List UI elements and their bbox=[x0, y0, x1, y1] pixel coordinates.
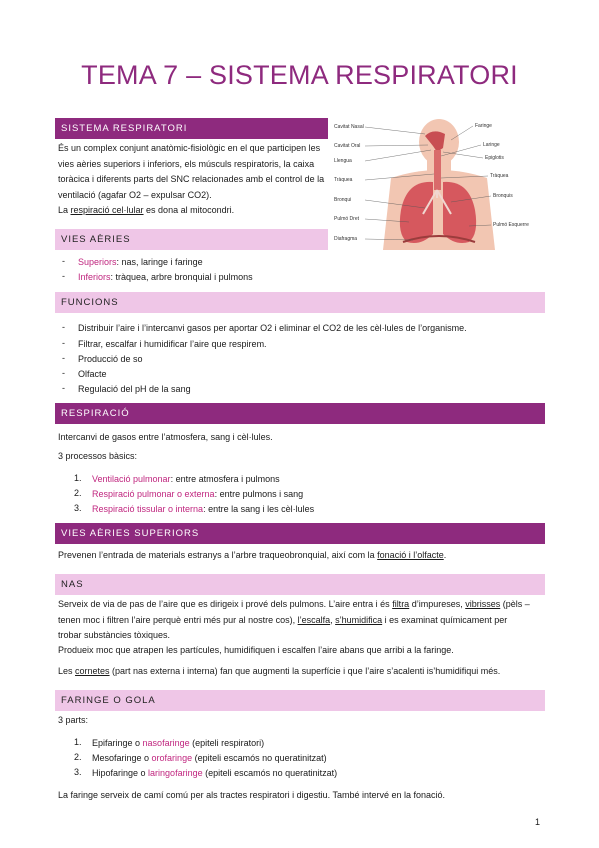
bullet-dash: - bbox=[62, 338, 65, 348]
text-span: : tràquea, arbre bronquial i pulmons bbox=[110, 272, 253, 282]
list-number: 3. bbox=[74, 767, 82, 777]
text-span: Prevenen l’entrada de materials estranys a l’arbre traqueobronquial, així com la bbox=[58, 550, 378, 560]
text-span: (part nas externa i interna) fan que augmenti la superfície i que l’aire s’acalenti is’humidifiqui més. bbox=[109, 666, 501, 676]
proces-item bbox=[92, 473, 280, 485]
bullet-dash: - bbox=[62, 383, 65, 393]
text-span: La bbox=[58, 205, 71, 215]
bullet-dash: - bbox=[62, 353, 65, 363]
label-cavitat-oral: Cavitat Oral bbox=[334, 143, 361, 149]
label-faringe: Faringe bbox=[475, 123, 492, 129]
text-span: : entre pulmons i sang bbox=[214, 489, 304, 499]
text-span: : nas, laringe i faringe bbox=[116, 257, 203, 267]
list-number: 2. bbox=[74, 488, 82, 498]
funcio-item: Regulació del pH de la sang bbox=[78, 384, 191, 394]
text-span: tenen moc i filtren l’aire perquè entri més pur al nostre cos), bbox=[58, 614, 298, 625]
highlight-term: orofaringe bbox=[151, 753, 193, 763]
faringe-paragraph: La faringe serveix de camí comú per als tractes respiratori i digestiu. També intervé en la fonació. bbox=[58, 790, 446, 800]
faringe-item bbox=[92, 737, 264, 749]
section-heading-superiors: VIES AÈRIES SUPERIORS bbox=[55, 523, 545, 544]
section-heading-faringe: FARINGE O GOLA bbox=[55, 690, 545, 711]
text-span: (epiteli escamós no queratinitzat) bbox=[192, 753, 327, 763]
text-span: : entre atmosfera i pulmons bbox=[170, 474, 280, 484]
label-cavitat-nasal: Cavitat Nasal bbox=[334, 124, 364, 130]
label-epiglotis: Epiglotis bbox=[485, 155, 504, 161]
underlined-term: s’humidifica bbox=[335, 614, 383, 625]
highlight-term: nasofaringe bbox=[142, 738, 190, 748]
bullet-dash: - bbox=[62, 322, 65, 332]
respiracio-processos: 3 processos bàsics: bbox=[58, 451, 138, 461]
text-span: d’impureses, bbox=[409, 599, 466, 609]
list-number: 1. bbox=[74, 737, 82, 747]
text-span: (pèls – bbox=[500, 599, 530, 609]
text-span: Epifaringe o bbox=[92, 738, 143, 748]
highlight-term: Respiració pulmonar o externa bbox=[92, 489, 215, 499]
label-diafragma: Diafragma bbox=[334, 236, 358, 242]
underlined-term: respiració cel·lular bbox=[70, 205, 144, 215]
highlight-term: Inferiors bbox=[78, 272, 111, 282]
text-line: És un complex conjunt anatòmic-fisiològic en el que participen les bbox=[58, 143, 321, 153]
label-pulmo-esquerre: Pulmó Esquerre bbox=[493, 222, 529, 228]
label-bronqui: Bronqui bbox=[334, 197, 352, 203]
section-heading-funcions: FUNCIONS bbox=[55, 292, 545, 313]
highlight-term: laringofaringe bbox=[148, 768, 203, 778]
vies-item-inferiors bbox=[78, 271, 253, 283]
text-line bbox=[58, 613, 542, 629]
proces-item bbox=[92, 503, 314, 515]
list-number: 2. bbox=[74, 752, 82, 762]
text-span: : entre la sang i les cèl·lules bbox=[203, 504, 315, 514]
text-span: es dona al mitocondri. bbox=[143, 205, 235, 215]
bullet-dash: - bbox=[62, 271, 65, 281]
text-span: Mesofaringe o bbox=[92, 753, 152, 763]
respiratory-system-illustration bbox=[333, 118, 545, 250]
proces-item bbox=[92, 488, 303, 500]
label-traquea-right: Tràquea bbox=[490, 173, 509, 179]
text-line: trobar substàncies tòxiques. bbox=[58, 630, 171, 640]
text-span: Les bbox=[58, 666, 76, 676]
label-pulmo-dret: Pulmó Dret bbox=[334, 216, 360, 222]
underlined-term: vibrisses bbox=[465, 599, 501, 609]
section-heading-respiracio: RESPIRACIÓ bbox=[55, 403, 545, 424]
underlined-term: cornetes bbox=[75, 666, 110, 676]
label-llengua: Llengua bbox=[334, 158, 352, 164]
text-line: ventilació (agafar O2 – expulsar CO2). bbox=[58, 189, 212, 200]
text-line: toràcica i diferents parts del SNC relacionades amb el control de la bbox=[58, 174, 325, 184]
text-line bbox=[58, 597, 542, 613]
label-bronquis: Bronquis bbox=[493, 193, 513, 199]
page-title: TEMA 7 – SISTEMA RESPIRATORI bbox=[81, 60, 518, 90]
faringe-item bbox=[92, 752, 327, 764]
bullet-dash: - bbox=[62, 368, 65, 378]
text-span: (epiteli escamós no queratinitzat) bbox=[202, 768, 338, 778]
faringe-item bbox=[92, 767, 337, 779]
label-laringe: Laringe bbox=[483, 142, 500, 148]
text-span: Hipofaringe o bbox=[92, 768, 149, 778]
highlight-term: Respiració tissular o interna bbox=[92, 504, 204, 514]
faringe-parts: 3 parts: bbox=[58, 715, 89, 725]
text-span: . bbox=[443, 550, 447, 560]
highlight-term: Superiors bbox=[78, 257, 117, 267]
list-number: 3. bbox=[74, 503, 82, 513]
vies-item-superiors bbox=[78, 256, 203, 268]
sistema-respiracio-cellular bbox=[58, 203, 234, 219]
section-heading-sistema: SISTEMA RESPIRATORI bbox=[55, 118, 328, 139]
section-heading-nas: NAS bbox=[55, 574, 545, 595]
highlight-term: Ventilació pulmonar bbox=[92, 474, 171, 484]
funcio-item: Olfacte bbox=[78, 369, 107, 379]
text-span: Serveix de via de pas de l’aire que es dirigeix i prové dels pulmons. L’aire entra i és bbox=[58, 599, 393, 609]
underlined-term: l’escalfa bbox=[297, 614, 331, 625]
nas-paragraph-3 bbox=[58, 664, 500, 680]
funcio-item: Filtrar, escalfar i humidificar l’aire que respirem. bbox=[78, 339, 267, 349]
text-span: , bbox=[330, 614, 336, 625]
respiracio-intro: Intercanvi de gasos entre l’atmosfera, sang i cèl·lules. bbox=[58, 432, 273, 442]
sistema-intro bbox=[58, 141, 328, 203]
page-number: 1 bbox=[535, 817, 541, 827]
list-number: 1. bbox=[74, 473, 82, 483]
nas-paragraph-1 bbox=[58, 597, 542, 644]
funcio-item: Distribuir l’aire i l’intercanvi gasos per aportar O2 i eliminar el CO2 de les cèl·lules de l’organisme. bbox=[78, 323, 467, 333]
text-line: vies aèries superiors i inferiors, els músculs respiratoris, la caixa bbox=[58, 158, 315, 169]
section-heading-vies: VIES AÈRIES bbox=[55, 229, 328, 250]
bullet-dash: - bbox=[62, 256, 65, 266]
underlined-term: fonació i l’olfacte bbox=[377, 550, 444, 560]
text-span: (epiteli respiratori) bbox=[189, 738, 265, 748]
superiors-text bbox=[58, 548, 446, 564]
text-span: i es examinat químicament per bbox=[382, 614, 508, 625]
funcio-item: Producció de so bbox=[78, 354, 143, 364]
nas-paragraph-2: Produeix moc que atrapen les partícules, humidifiquen i escalfen l’aire abans que arribi a la faringe. bbox=[58, 645, 454, 655]
label-traquea-left: Tràquea bbox=[334, 177, 353, 183]
underlined-term: filtra bbox=[392, 599, 410, 609]
